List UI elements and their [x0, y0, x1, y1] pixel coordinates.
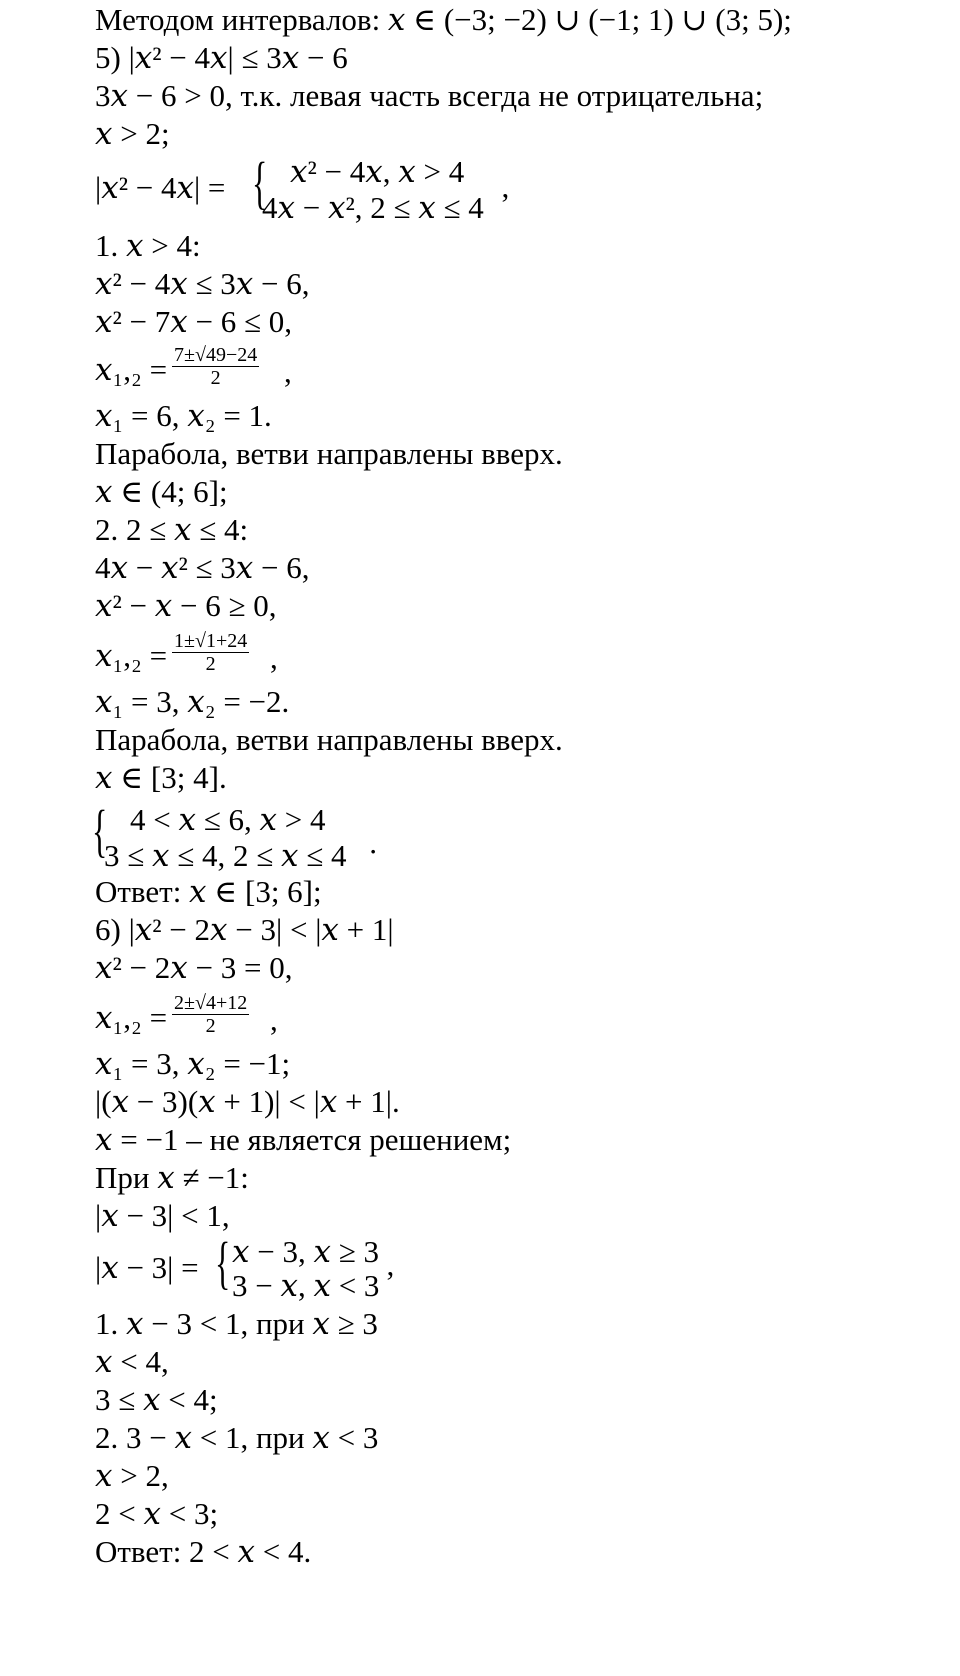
problem-5-statement: 5) |𝑥² − 4𝑥| ≤ 3𝑥 − 6 [95, 40, 348, 75]
text-line: 𝑥 ∈ [3; 4]. [95, 760, 227, 795]
fraction-numerator: 1±√1+24 [174, 630, 248, 652]
text-line: 𝑥 > 2, [95, 1458, 169, 1493]
system-case-1: 𝑥 − 3, 𝑥 ≥ 3 [232, 1234, 379, 1269]
system-tail: ’ [385, 1264, 396, 1299]
text-line: 3 ≤ 𝑥 < 4; [95, 1382, 218, 1417]
text-line: 𝑥₁ = 3, 𝑥₂ = −1; [95, 1046, 291, 1081]
system-case-1: 4 < 𝑥 ≤ 6, 𝑥 > 4 [130, 802, 326, 837]
text-line: 𝑥² − 4𝑥 ≤ 3𝑥 − 6, [95, 266, 310, 301]
text-line: |(𝑥 − 3)(𝑥 + 1)| < |𝑥 + 1|. [95, 1084, 400, 1119]
text-line: |𝑥 − 3| < 1, [95, 1198, 230, 1233]
answer-line: Ответ: 𝑥 ∈ [3; 6]; [95, 874, 322, 909]
text-line: 𝑥₁ = 6, 𝑥₂ = 1. [95, 398, 272, 433]
text-line: 𝑥 ∈ (4; 6]; [95, 474, 228, 509]
system-case-2: 4𝑥 − 𝑥², 2 ≤ 𝑥 ≤ 4 [262, 190, 484, 225]
system-case-2: 3 ≤ 𝑥 ≤ 4, 2 ≤ 𝑥 ≤ 4 [104, 838, 347, 873]
case-1-heading: 1. 𝑥 − 3 < 1, при 𝑥 ≥ 3 [95, 1306, 378, 1341]
case-2-heading: 2. 2 ≤ 𝑥 ≤ 4: [95, 512, 249, 547]
text-line-interval-method: Методом интервалов: 𝑥 ∈ (−3; −2) ∪ (−1; 1) ∪ (3; 5); [95, 2, 792, 37]
formula-tail: , [270, 1002, 278, 1037]
text-line: 𝑥² − 7𝑥 − 6 ≤ 0, [95, 304, 292, 339]
system-case-2: 3 − 𝑥, 𝑥 < 3 [232, 1268, 380, 1303]
formula-lhs: 𝑥₁,₂ = [95, 638, 168, 673]
text-line: 3𝑥 − 6 > 0, т.к. левая часть всегда не отрицательна; [95, 78, 764, 113]
fraction-numerator: 7±√49−24 [174, 344, 258, 366]
fraction [172, 992, 249, 1037]
fraction-denominator: 2 [205, 1015, 216, 1037]
fraction [172, 630, 249, 675]
text-line: 𝑥 = −1 – не является решением; [95, 1122, 512, 1157]
text-line: 𝑥 < 4, [95, 1344, 169, 1379]
text-line: 𝑥² − 𝑥 − 6 ≥ 0, [95, 588, 277, 623]
problem-6-statement: 6) |𝑥² − 2𝑥 − 3| < |𝑥 + 1| [95, 912, 394, 947]
fraction [172, 344, 259, 389]
formula-tail: , [270, 640, 278, 675]
system-brace: { [252, 150, 268, 215]
answer-line: Ответ: 2 < 𝑥 < 4. [95, 1534, 312, 1569]
case-1-heading: 1. 𝑥 > 4: [95, 228, 201, 263]
fraction-denominator: 2 [210, 367, 221, 389]
text-line: 4𝑥 − 𝑥² ≤ 3𝑥 − 6, [95, 550, 310, 585]
fraction-denominator: 2 [205, 653, 216, 675]
formula-lhs: 𝑥₁,₂ = [95, 1000, 168, 1035]
text-line: 2 < 𝑥 < 3; [95, 1496, 219, 1531]
formula-tail: , [284, 354, 292, 389]
system-brace: { [215, 1230, 231, 1295]
system-case-1: 𝑥² − 4𝑥, 𝑥 > 4 [290, 154, 465, 189]
system-brace: { [92, 798, 108, 863]
text-line: При 𝑥 ≠ −1: [95, 1160, 249, 1195]
system-tail: · [368, 834, 379, 869]
text-line: Парабола, ветви направлены вверх. [95, 436, 563, 471]
system-tail: ’ [500, 186, 511, 221]
fraction-numerator: 2±√4+12 [174, 992, 248, 1014]
text-line: 𝑥₁ = 3, 𝑥₂ = −2. [95, 684, 290, 719]
text-line: Парабола, ветви направлены вверх. [95, 722, 563, 757]
case-2-heading: 2. 3 − 𝑥 < 1, при 𝑥 < 3 [95, 1420, 379, 1455]
text-line: 𝑥 > 2; [95, 116, 170, 151]
system-lhs: |𝑥² − 4𝑥| = [95, 170, 226, 205]
formula-lhs: 𝑥₁,₂ = [95, 352, 168, 387]
system-lhs: |𝑥 − 3| = [95, 1250, 199, 1285]
text-line: 𝑥² − 2𝑥 − 3 = 0, [95, 950, 293, 985]
